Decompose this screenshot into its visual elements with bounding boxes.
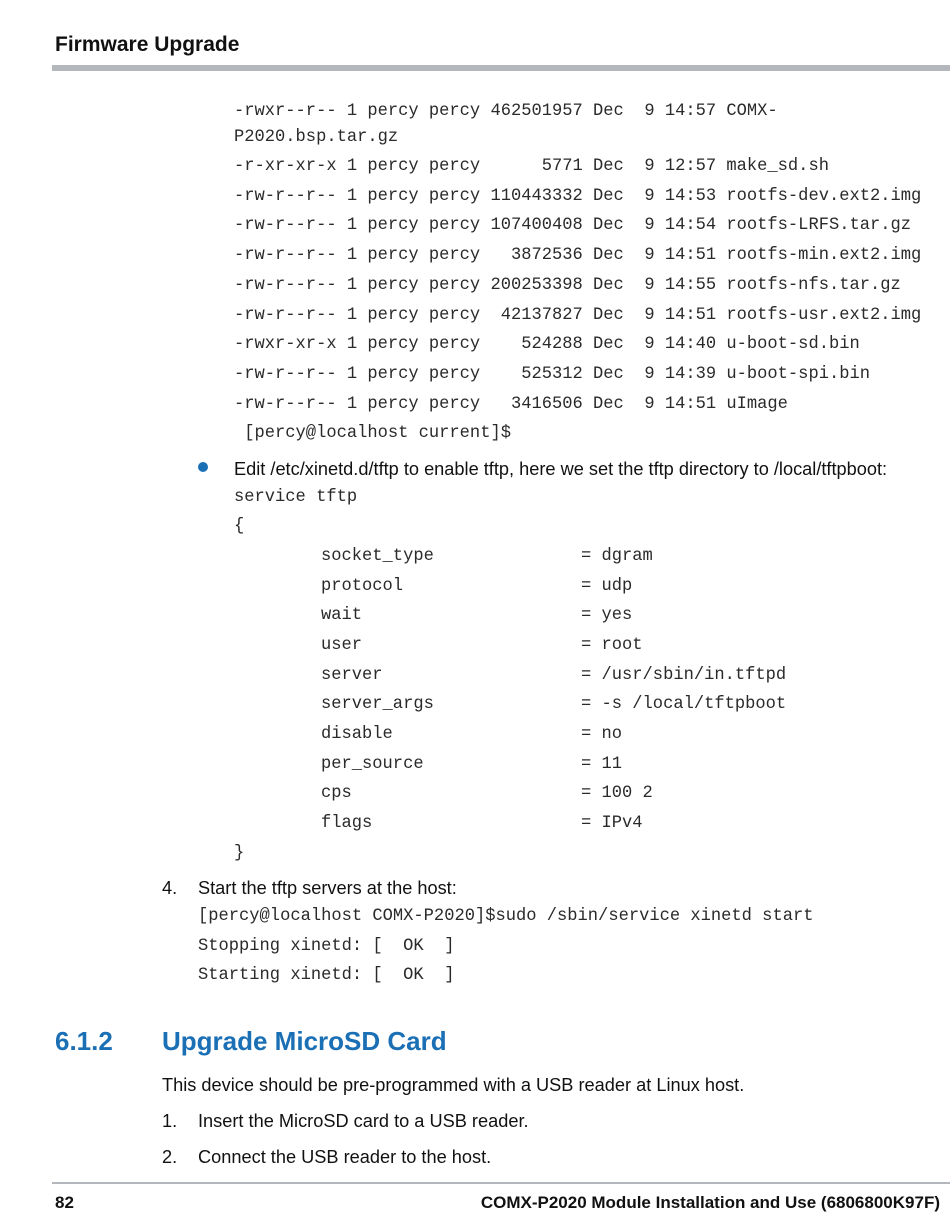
step-text: Insert the MicroSD card to a USB reader. <box>198 1111 529 1131</box>
config-key: protocol <box>321 577 404 596</box>
step-text: Start the tftp servers at the host: <box>198 878 457 898</box>
config-key: per_source <box>321 755 424 774</box>
section-intro: This device should be pre-programmed with a USB reader at Linux host. <box>162 1075 745 1095</box>
config-key: flags <box>321 814 373 833</box>
step-number: 1. <box>162 1111 178 1131</box>
listing-line: -rw-r--r-- 1 percy percy 110443332 Dec 9 14:53 rootfs-dev.ext2.img <box>234 187 922 206</box>
config-value: = no <box>581 725 623 744</box>
listing-line: -rw-r--r-- 1 percy percy 200253398 Dec 9 14:55 rootfs-nfs.tar.gz <box>234 276 901 295</box>
page-number: 82 <box>55 1193 74 1212</box>
config-value: = /usr/sbin/in.tftpd <box>581 666 787 685</box>
command-line: Starting xinetd: [ OK ] <box>198 966 455 985</box>
listing-line: P2020.bsp.tar.gz <box>234 128 399 147</box>
step-number: 4. <box>162 878 178 898</box>
config-key: wait <box>321 606 363 625</box>
config-value: = 11 <box>581 755 623 774</box>
config-brace-close: } <box>234 844 245 863</box>
config-value: = dgram <box>581 547 653 566</box>
listing-line: -rw-r--r-- 1 percy percy 107400408 Dec 9 14:54 rootfs-LRFS.tar.gz <box>234 216 912 235</box>
config-value: = udp <box>581 577 633 596</box>
listing-line: -rw-r--r-- 1 percy percy 3872536 Dec 9 14:51 rootfs-min.ext2.img <box>234 246 922 265</box>
command-line: Stopping xinetd: [ OK ] <box>198 937 455 956</box>
bullet-icon <box>198 462 208 472</box>
config-brace-open: { <box>234 517 245 536</box>
listing-line: -rw-r--r-- 1 percy percy 525312 Dec 9 14:39 u-boot-spi.bin <box>234 365 870 384</box>
config-key: server_args <box>321 695 434 714</box>
listing-prompt: [percy@localhost current]$ <box>234 424 511 443</box>
config-key: socket_type <box>321 547 434 566</box>
command-line: [percy@localhost COMX-P2020]$sudo /sbin/service xinetd start <box>198 907 814 926</box>
step-number: 2. <box>162 1147 178 1167</box>
config-value: = yes <box>581 606 633 625</box>
config-key: disable <box>321 725 393 744</box>
config-value: = 100 2 <box>581 784 653 803</box>
listing-line: -rw-r--r-- 1 percy percy 42137827 Dec 9 14:51 rootfs-usr.ext2.img <box>234 306 922 325</box>
footer-divider <box>52 1182 950 1184</box>
bullet-text: Edit /etc/xinetd.d/tftp to enable tftp, here we set the tftp directory to /local/tftpboot: <box>234 459 888 479</box>
config-key: user <box>321 636 363 655</box>
config-value: = root <box>581 636 643 655</box>
config-key: cps <box>321 784 352 803</box>
listing-line: -rwxr-xr-x 1 percy percy 524288 Dec 9 14:40 u-boot-sd.bin <box>234 335 860 354</box>
section-number: 6.1.2 <box>55 1026 113 1056</box>
page-header-title: Firmware Upgrade <box>55 33 240 56</box>
config-value: = IPv4 <box>581 814 643 833</box>
config-key: server <box>321 666 383 685</box>
config-service-line: service tftp <box>234 488 358 507</box>
listing-line: -rwxr--r-- 1 percy percy 462501957 Dec 9 14:57 COMX- <box>234 102 778 121</box>
header-divider <box>52 65 950 71</box>
document-title: COMX-P2020 Module Installation and Use (6806800K97F) <box>480 1193 940 1212</box>
listing-line: -rw-r--r-- 1 percy percy 3416506 Dec 9 14:51 uImage <box>234 395 788 414</box>
section-title: Upgrade MicroSD Card <box>162 1026 447 1056</box>
listing-line: -r-xr-xr-x 1 percy percy 5771 Dec 9 12:57 make_sd.sh <box>234 157 829 176</box>
config-value: = -s /local/tftpboot <box>581 695 787 714</box>
step-text: Connect the USB reader to the host. <box>198 1147 492 1167</box>
